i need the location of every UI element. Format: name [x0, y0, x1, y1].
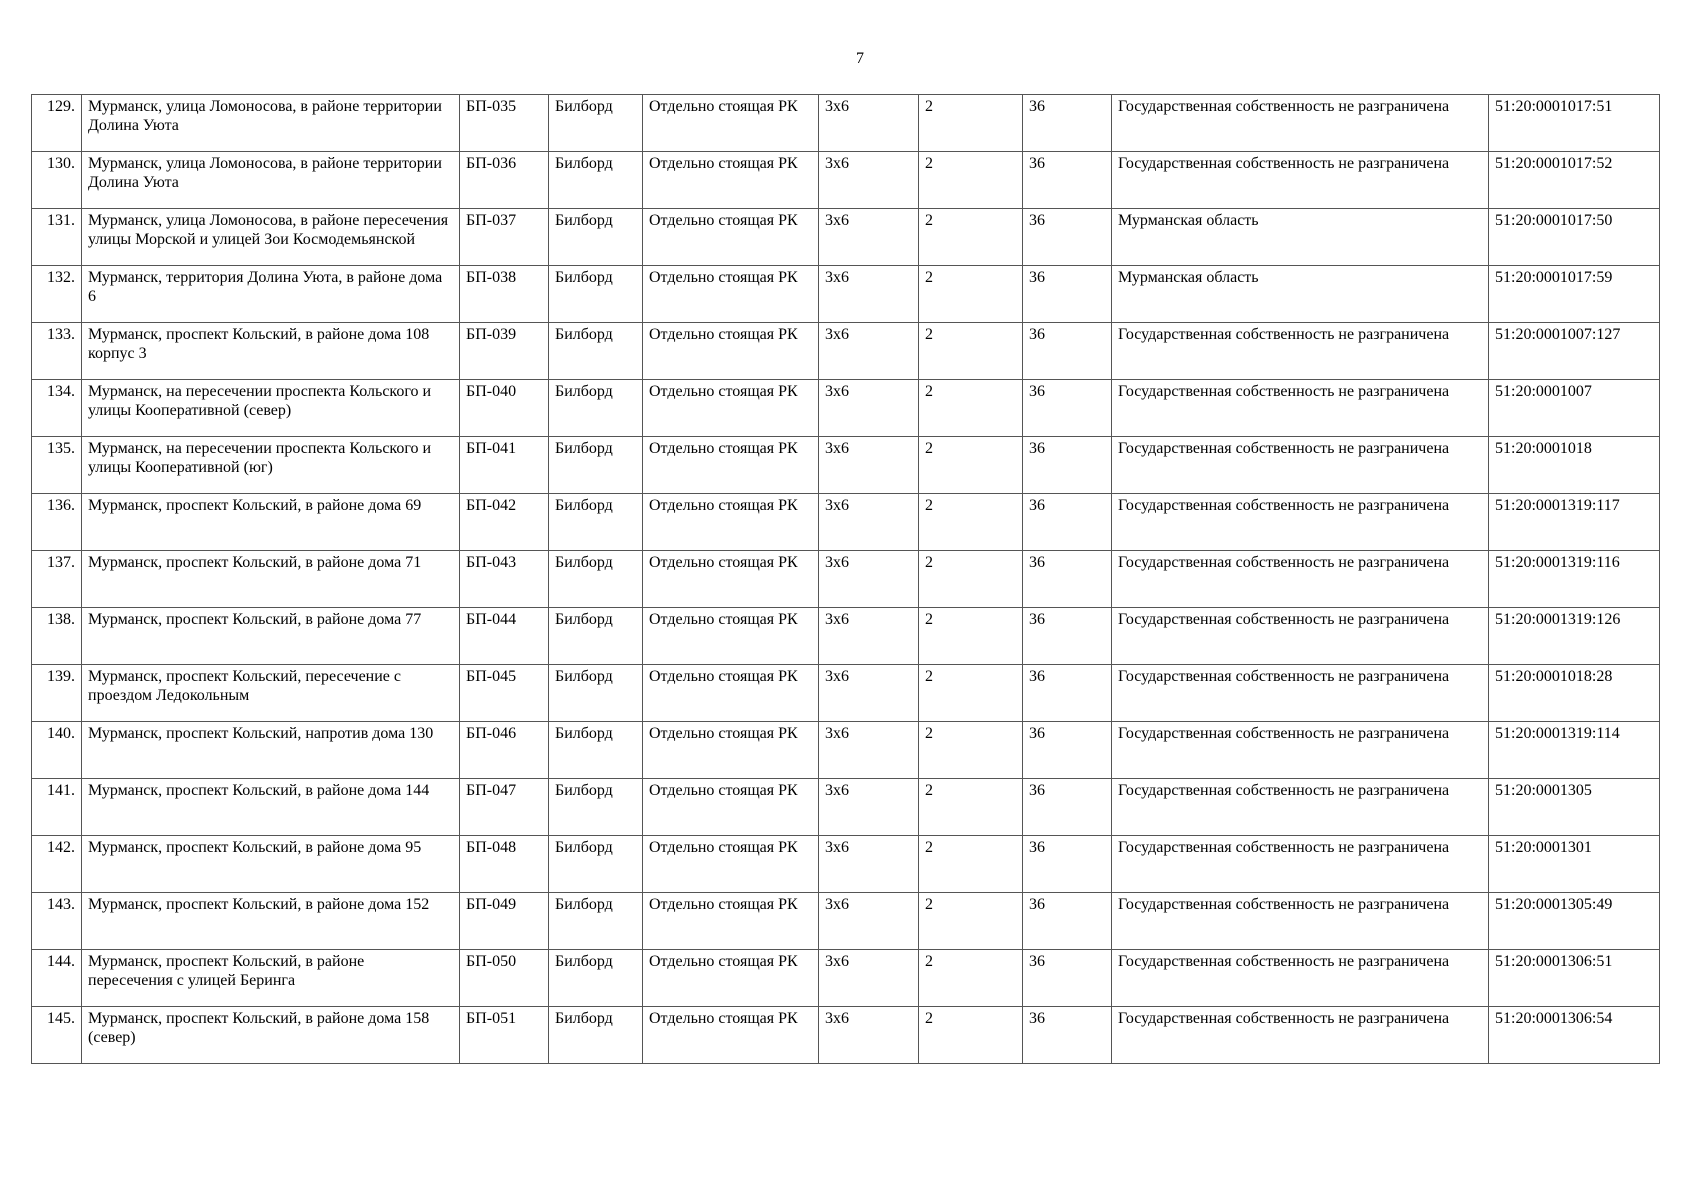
sides-cell: 2 [919, 152, 1023, 209]
structure-type-cell: Билборд [549, 437, 643, 494]
address-cell: Мурманск, проспект Кольский, напротив дома 130 [82, 722, 460, 779]
address-cell: Мурманск, проспект Кольский, в районе дома 144 [82, 779, 460, 836]
structure-kind-cell: Отдельно стоящая РК [643, 608, 819, 665]
address-cell: Мурманск, улица Ломоносова, в районе территории Долина Уюта [82, 152, 460, 209]
table-row [32, 1007, 1660, 1064]
code-cell: БП-035 [460, 95, 549, 152]
structure-kind-cell: Отдельно стоящая РК [643, 665, 819, 722]
code-cell: БП-048 [460, 836, 549, 893]
structure-kind-cell: Отдельно стоящая РК [643, 266, 819, 323]
structure-kind-cell: Отдельно стоящая РК [643, 323, 819, 380]
table-row [32, 551, 1660, 608]
row-number-cell: 135. [32, 437, 82, 494]
structure-type-cell: Билборд [549, 266, 643, 323]
sides-cell: 2 [919, 437, 1023, 494]
table-row [32, 437, 1660, 494]
size-cell: 3х6 [819, 380, 919, 437]
table-row [32, 380, 1660, 437]
row-number-cell: 142. [32, 836, 82, 893]
ownership-cell: Государственная собственность не разграничена [1112, 722, 1489, 779]
size-cell: 3х6 [819, 608, 919, 665]
area-cell: 36 [1023, 779, 1112, 836]
size-cell: 3х6 [819, 494, 919, 551]
table-row [32, 665, 1660, 722]
sides-cell: 2 [919, 1007, 1023, 1064]
row-number-cell: 136. [32, 494, 82, 551]
cadastral-number-cell: 51:20:0001017:50 [1489, 209, 1660, 266]
area-cell: 36 [1023, 1007, 1112, 1064]
structure-kind-cell: Отдельно стоящая РК [643, 893, 819, 950]
ownership-cell: Государственная собственность не разграничена [1112, 551, 1489, 608]
sides-cell: 2 [919, 836, 1023, 893]
area-cell: 36 [1023, 551, 1112, 608]
area-cell: 36 [1023, 722, 1112, 779]
structure-kind-cell: Отдельно стоящая РК [643, 836, 819, 893]
sides-cell: 2 [919, 665, 1023, 722]
cadastral-number-cell: 51:20:0001018:28 [1489, 665, 1660, 722]
ownership-cell: Государственная собственность не разграничена [1112, 950, 1489, 1007]
address-cell: Мурманск, на пересечении проспекта Кольского и улицы Кооперативной (север) [82, 380, 460, 437]
table-row [32, 323, 1660, 380]
structure-type-cell: Билборд [549, 893, 643, 950]
address-cell: Мурманск, проспект Кольский, в районе пересечения с улицей Беринга [82, 950, 460, 1007]
cadastral-number-cell: 51:20:0001017:51 [1489, 95, 1660, 152]
address-cell: Мурманск, улица Ломоносова, в районе территории Долина Уюта [82, 95, 460, 152]
table-row [32, 722, 1660, 779]
size-cell: 3х6 [819, 551, 919, 608]
structure-type-cell: Билборд [549, 152, 643, 209]
ownership-cell: Государственная собственность не разграничена [1112, 95, 1489, 152]
structure-kind-cell: Отдельно стоящая РК [643, 95, 819, 152]
area-cell: 36 [1023, 380, 1112, 437]
ownership-cell: Государственная собственность не разграничена [1112, 779, 1489, 836]
cadastral-number-cell: 51:20:0001017:59 [1489, 266, 1660, 323]
structure-type-cell: Билборд [549, 665, 643, 722]
structure-kind-cell: Отдельно стоящая РК [643, 779, 819, 836]
cadastral-number-cell: 51:20:0001007 [1489, 380, 1660, 437]
table-row [32, 209, 1660, 266]
sides-cell: 2 [919, 779, 1023, 836]
area-cell: 36 [1023, 608, 1112, 665]
structure-kind-cell: Отдельно стоящая РК [643, 209, 819, 266]
sides-cell: 2 [919, 380, 1023, 437]
size-cell: 3х6 [819, 836, 919, 893]
ownership-cell: Государственная собственность не разграничена [1112, 836, 1489, 893]
table-row [32, 893, 1660, 950]
code-cell: БП-042 [460, 494, 549, 551]
row-number-cell: 140. [32, 722, 82, 779]
code-cell: БП-038 [460, 266, 549, 323]
sides-cell: 2 [919, 323, 1023, 380]
code-cell: БП-044 [460, 608, 549, 665]
address-cell: Мурманск, проспект Кольский, в районе дома 158 (север) [82, 1007, 460, 1064]
size-cell: 3х6 [819, 266, 919, 323]
structure-type-cell: Билборд [549, 380, 643, 437]
row-number-cell: 129. [32, 95, 82, 152]
area-cell: 36 [1023, 893, 1112, 950]
row-number-cell: 137. [32, 551, 82, 608]
size-cell: 3х6 [819, 209, 919, 266]
address-cell: Мурманск, проспект Кольский, пересечение с проездом Ледокольным [82, 665, 460, 722]
cadastral-number-cell: 51:20:0001319:117 [1489, 494, 1660, 551]
row-number-cell: 132. [32, 266, 82, 323]
row-number-cell: 144. [32, 950, 82, 1007]
table-row [32, 152, 1660, 209]
structure-type-cell: Билборд [549, 209, 643, 266]
area-cell: 36 [1023, 836, 1112, 893]
area-cell: 36 [1023, 323, 1112, 380]
size-cell: 3х6 [819, 1007, 919, 1064]
size-cell: 3х6 [819, 722, 919, 779]
cadastral-number-cell: 51:20:0001301 [1489, 836, 1660, 893]
cadastral-number-cell: 51:20:0001018 [1489, 437, 1660, 494]
area-cell: 36 [1023, 95, 1112, 152]
code-cell: БП-043 [460, 551, 549, 608]
area-cell: 36 [1023, 494, 1112, 551]
advertising-structures-table [31, 94, 1660, 1064]
sides-cell: 2 [919, 95, 1023, 152]
structure-type-cell: Билборд [549, 551, 643, 608]
row-number-cell: 139. [32, 665, 82, 722]
size-cell: 3х6 [819, 950, 919, 1007]
structure-type-cell: Билборд [549, 95, 643, 152]
size-cell: 3х6 [819, 323, 919, 380]
size-cell: 3х6 [819, 893, 919, 950]
cadastral-number-cell: 51:20:0001306:51 [1489, 950, 1660, 1007]
ownership-cell: Мурманская область [1112, 266, 1489, 323]
area-cell: 36 [1023, 437, 1112, 494]
structure-kind-cell: Отдельно стоящая РК [643, 494, 819, 551]
ownership-cell: Государственная собственность не разграничена [1112, 380, 1489, 437]
cadastral-number-cell: 51:20:0001319:126 [1489, 608, 1660, 665]
address-cell: Мурманск, проспект Кольский, в районе дома 108 корпус 3 [82, 323, 460, 380]
cadastral-number-cell: 51:20:0001305:49 [1489, 893, 1660, 950]
area-cell: 36 [1023, 266, 1112, 323]
structure-kind-cell: Отдельно стоящая РК [643, 551, 819, 608]
table-row [32, 836, 1660, 893]
row-number-cell: 131. [32, 209, 82, 266]
address-cell: Мурманск, на пересечении проспекта Кольского и улицы Кооперативной (юг) [82, 437, 460, 494]
page-number: 7 [856, 50, 864, 67]
size-cell: 3х6 [819, 437, 919, 494]
ownership-cell: Государственная собственность не разграничена [1112, 665, 1489, 722]
structure-type-cell: Билборд [549, 608, 643, 665]
structure-type-cell: Билборд [549, 779, 643, 836]
structure-kind-cell: Отдельно стоящая РК [643, 950, 819, 1007]
ownership-cell: Мурманская область [1112, 209, 1489, 266]
address-cell: Мурманск, проспект Кольский, в районе дома 71 [82, 551, 460, 608]
size-cell: 3х6 [819, 152, 919, 209]
structure-kind-cell: Отдельно стоящая РК [643, 380, 819, 437]
code-cell: БП-047 [460, 779, 549, 836]
cadastral-number-cell: 51:20:0001319:114 [1489, 722, 1660, 779]
address-cell: Мурманск, проспект Кольский, в районе дома 77 [82, 608, 460, 665]
area-cell: 36 [1023, 950, 1112, 1007]
table-row [32, 950, 1660, 1007]
structure-type-cell: Билборд [549, 494, 643, 551]
address-cell: Мурманск, улица Ломоносова, в районе пересечения улицы Морской и улицей Зои Космодемьянской [82, 209, 460, 266]
ownership-cell: Государственная собственность не разграничена [1112, 323, 1489, 380]
code-cell: БП-037 [460, 209, 549, 266]
code-cell: БП-040 [460, 380, 549, 437]
row-number-cell: 138. [32, 608, 82, 665]
structure-type-cell: Билборд [549, 1007, 643, 1064]
structure-type-cell: Билборд [549, 722, 643, 779]
table-row [32, 779, 1660, 836]
code-cell: БП-045 [460, 665, 549, 722]
row-number-cell: 134. [32, 380, 82, 437]
sides-cell: 2 [919, 950, 1023, 1007]
cadastral-number-cell: 51:20:0001017:52 [1489, 152, 1660, 209]
code-cell: БП-050 [460, 950, 549, 1007]
structure-type-cell: Билборд [549, 950, 643, 1007]
address-cell: Мурманск, территория Долина Уюта, в районе дома 6 [82, 266, 460, 323]
code-cell: БП-036 [460, 152, 549, 209]
row-number-cell: 133. [32, 323, 82, 380]
cadastral-number-cell: 51:20:0001305 [1489, 779, 1660, 836]
code-cell: БП-039 [460, 323, 549, 380]
address-cell: Мурманск, проспект Кольский, в районе дома 152 [82, 893, 460, 950]
sides-cell: 2 [919, 608, 1023, 665]
ownership-cell: Государственная собственность не разграничена [1112, 893, 1489, 950]
row-number-cell: 141. [32, 779, 82, 836]
ownership-cell: Государственная собственность не разграничена [1112, 152, 1489, 209]
structure-kind-cell: Отдельно стоящая РК [643, 1007, 819, 1064]
table-row [32, 95, 1660, 152]
area-cell: 36 [1023, 209, 1112, 266]
table-row [32, 494, 1660, 551]
address-cell: Мурманск, проспект Кольский, в районе дома 95 [82, 836, 460, 893]
area-cell: 36 [1023, 152, 1112, 209]
ownership-cell: Государственная собственность не разграничена [1112, 1007, 1489, 1064]
table-body [32, 95, 1660, 1064]
sides-cell: 2 [919, 893, 1023, 950]
ownership-cell: Государственная собственность не разграничена [1112, 494, 1489, 551]
structure-type-cell: Билборд [549, 836, 643, 893]
table-row [32, 608, 1660, 665]
table-row [32, 266, 1660, 323]
code-cell: БП-041 [460, 437, 549, 494]
cadastral-number-cell: 51:20:0001007:127 [1489, 323, 1660, 380]
structure-kind-cell: Отдельно стоящая РК [643, 437, 819, 494]
structure-type-cell: Билборд [549, 323, 643, 380]
code-cell: БП-046 [460, 722, 549, 779]
structure-kind-cell: Отдельно стоящая РК [643, 152, 819, 209]
size-cell: 3х6 [819, 95, 919, 152]
cadastral-number-cell: 51:20:0001306:54 [1489, 1007, 1660, 1064]
size-cell: 3х6 [819, 779, 919, 836]
sides-cell: 2 [919, 722, 1023, 779]
structure-kind-cell: Отдельно стоящая РК [643, 722, 819, 779]
ownership-cell: Государственная собственность не разграничена [1112, 608, 1489, 665]
sides-cell: 2 [919, 494, 1023, 551]
row-number-cell: 143. [32, 893, 82, 950]
cadastral-number-cell: 51:20:0001319:116 [1489, 551, 1660, 608]
row-number-cell: 130. [32, 152, 82, 209]
ownership-cell: Государственная собственность не разграничена [1112, 437, 1489, 494]
size-cell: 3х6 [819, 665, 919, 722]
sides-cell: 2 [919, 266, 1023, 323]
sides-cell: 2 [919, 551, 1023, 608]
area-cell: 36 [1023, 665, 1112, 722]
code-cell: БП-051 [460, 1007, 549, 1064]
address-cell: Мурманск, проспект Кольский, в районе дома 69 [82, 494, 460, 551]
sides-cell: 2 [919, 209, 1023, 266]
code-cell: БП-049 [460, 893, 549, 950]
row-number-cell: 145. [32, 1007, 82, 1064]
